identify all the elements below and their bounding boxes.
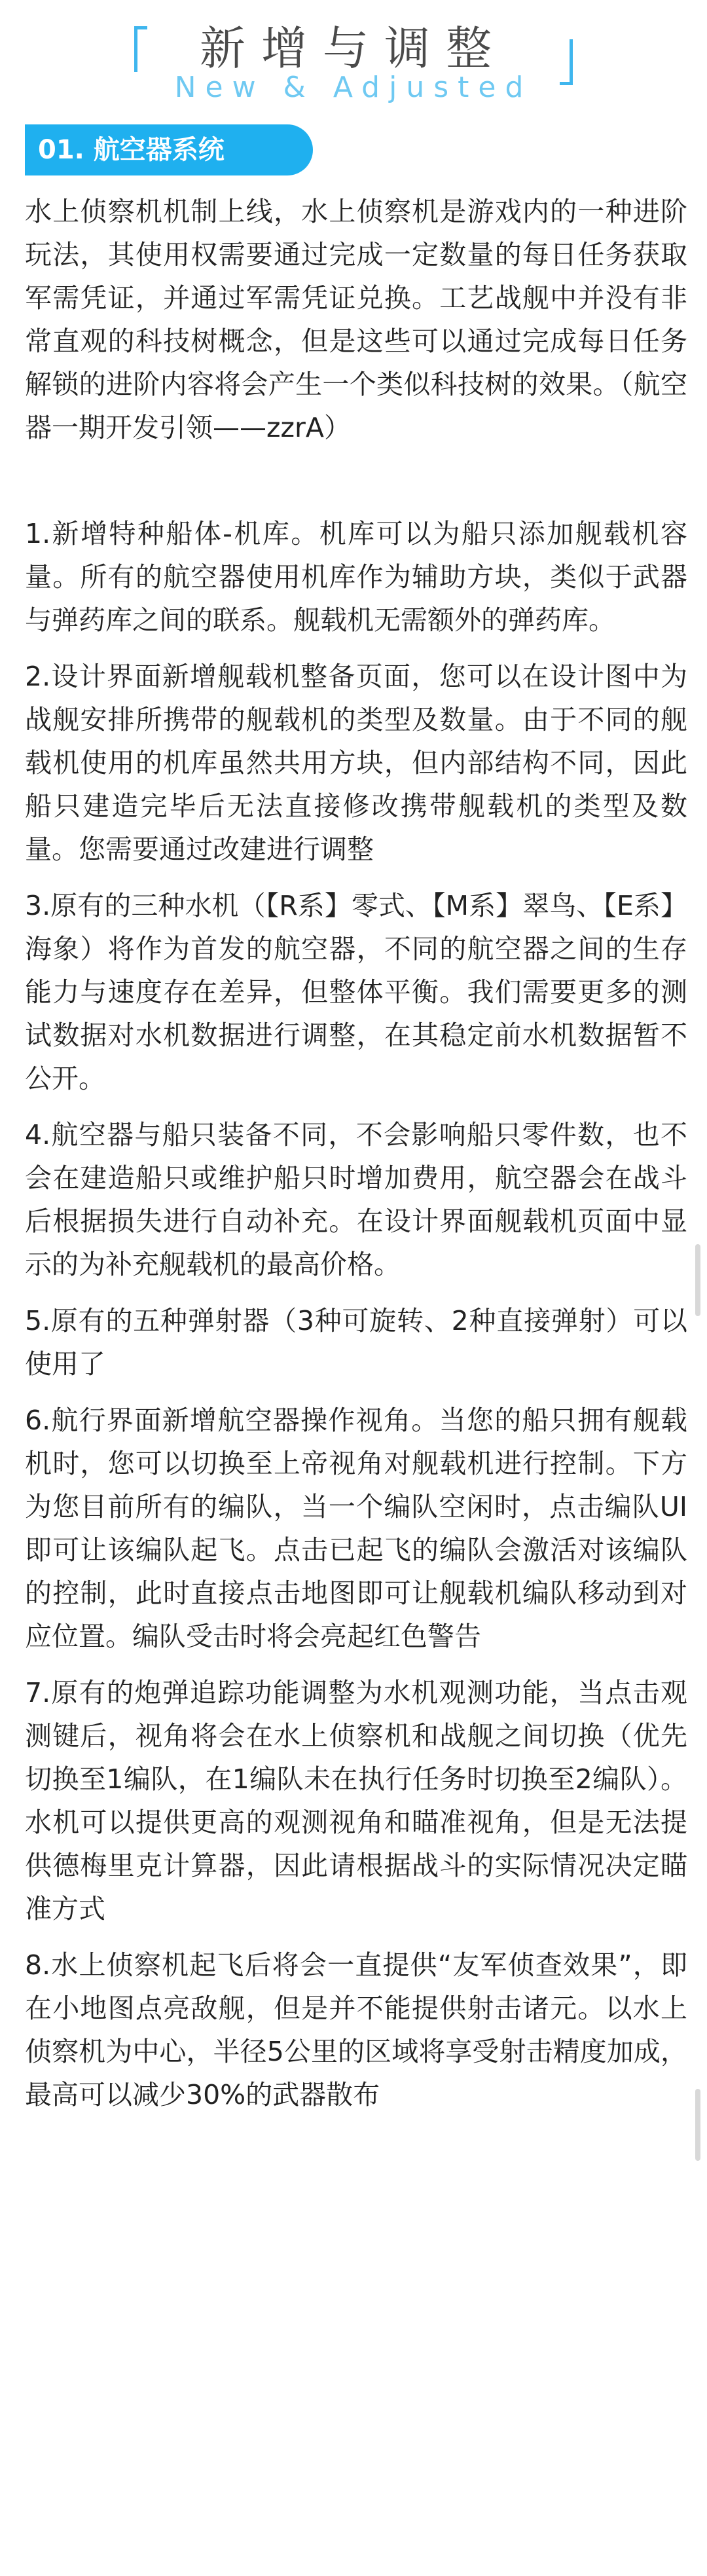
intro-paragraph: 水上侦察机机制上线，水上侦察机是游戏内的一种进阶玩法，其使用权需要通过完成一定数量的每日任务获取军需凭证，并通过军需凭证兑换。工艺战舰中并没有非常直观的科技树概念，但是这些可以通过完成每日任务解锁的进阶内容将会产生一个类似科技树的效果。（航空器一期开发引领——zzrA）: [25, 196, 687, 443]
list-item: 2.设计界面新增舰载机整备页面，您可以在设计图中为战舰安排所携带的舰载机的类型及数量。由于不同的舰载机使用的机库虽然共用方块，但内部结构不同，因此船只建造完毕后无法直接修改携带舰载机的类型及数量。您需要通过改建进行调整: [25, 661, 687, 865]
page-subtitle: New & Adjusted: [174, 71, 533, 104]
list-item: 3.原有的三种水机（【R系】零式、【M系】翠鸟、【E系】海象）将作为首发的航空器，不同的航空器之间的生存能力与速度存在差异，但整体平衡。我们需要更多的测试数据对水机数据进行调整，在其稳定前水机数据暂不公开。: [25, 890, 687, 1094]
list-item: 7.原有的炮弹追踪功能调整为水机观测功能，当点击观测键后，视角将会在水上侦察机和战舰之间切换（优先切换至1编队，在1编队未在执行任务时切换至2编队）。水机可以提供更高的观测视角和瞄准视角，但是无法提供德梅里克计算器，因此请根据战斗的实际情况决定瞄准方式: [25, 1677, 687, 1924]
list-item: 8.水上侦察机起飞后将会一直提供“友军侦查效果”，即在小地图点亮敌舰，但是并不能提供射击诸元。以水上侦察机为中心，半径5公里的区域将享受射击精度加成，最高可以减少30%的武器散布: [25, 1949, 687, 2110]
page-title: 新增与调整: [200, 22, 507, 75]
list-item: 1.新增特种船体-机库。机库可以为船只添加舰载机容量。所有的航空器使用机库作为辅助方块，类似于武器与弹药库之间的联系。舰载机无需额外的弹药库。: [25, 518, 687, 636]
article-body: [25, 190, 687, 2129]
scrollbar-thumb[interactable]: [695, 2089, 700, 2161]
scrollbar-thumb[interactable]: [695, 1244, 700, 1316]
page-header: [0, 0, 707, 115]
list-item: 6.航行界面新增航空器操作视角。当您的船只拥有舰载机时，您可以切换至上帝视角对舰载机进行控制。下方为您目前所有的编队，当一个编队空闲时，点击编队UI即可让该编队起飞。点击已起飞的编队会激活对该编队的控制，此时直接点击地图即可让舰载机编队移动到对应位置。编队受击时将会亮起红色警告: [25, 1405, 687, 1652]
section-label: 01. 航空器系统: [25, 124, 313, 175]
list-item: 4.航空器与船只装备不同，不会影响船只零件数，也不会在建造船只或维护船只时增加费用，航空器会在战斗后根据损失进行自动补充。在设计界面舰载机页面中显示的为补充舰载机的最高价格。: [25, 1119, 687, 1280]
list-item: 5.原有的五种弹射器（3种可旋转、2种直接弹射）可以使用了: [25, 1305, 687, 1380]
